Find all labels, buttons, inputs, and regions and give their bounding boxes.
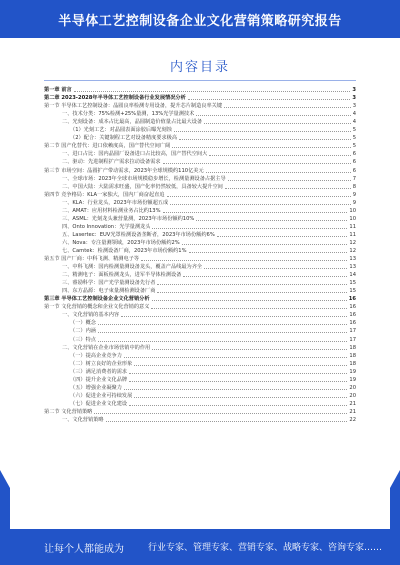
toc-entry-text: 六、Nova：专注量测领域，2023年市场份额约2%: [62, 239, 180, 246]
toc-entry-page: 16: [349, 320, 356, 327]
toc-entry-page: 6: [352, 159, 356, 166]
toc-entry-page: 4: [352, 111, 356, 118]
toc-leader-dots: [209, 155, 350, 156]
toc-entry-text: 一、文化营销策略: [62, 416, 104, 423]
toc-entry-page: 20: [349, 384, 356, 391]
toc-entry-page: 20: [349, 392, 356, 399]
toc-leader-dots: [152, 300, 347, 301]
toc-entry[interactable]: [44, 191, 356, 199]
toc-entry-page: 10: [349, 207, 356, 214]
toc-entry-text: （二）内涵: [70, 328, 96, 335]
toc-entry-page: 3: [352, 103, 356, 110]
toc-entry-text: 第一章 前言: [44, 87, 72, 94]
decorative-stripe-left: [0, 470, 10, 530]
toc-entry[interactable]: [44, 319, 356, 327]
toc-entry-text: 七、Camtek：检测设备厂商，2023年市场份额约1%: [62, 247, 187, 254]
toc-entry[interactable]: [44, 231, 356, 239]
toc-entry-page: 16: [349, 312, 356, 319]
toc-entry[interactable]: [44, 158, 356, 166]
toc-leader-dots: [179, 139, 351, 140]
toc-leader-dots: [188, 99, 351, 100]
toc-leader-dots: [98, 332, 347, 333]
toc-leader-dots: [98, 324, 347, 325]
toc-entry-text: 一、全球市场：2023年全球市场规模稳步增长，检测量测设备占据主导: [62, 175, 226, 182]
toc-entry-text: 三、睿励科学：国产光学量测设备先行者: [62, 280, 156, 287]
toc-entry[interactable]: [44, 271, 356, 279]
toc-heading-divider: [44, 80, 356, 81]
toc-entry-text: 二、AMAT：应用材料检测业务占比约13%: [62, 207, 161, 214]
toc-leader-dots: [224, 107, 351, 108]
toc-entry[interactable]: [44, 327, 356, 335]
toc-entry[interactable]: [44, 416, 356, 424]
toc-leader-dots: [129, 405, 347, 406]
toc-entry-text: 二、驱动：先进制程扩产需求拉动设备需求: [62, 159, 161, 166]
toc-entry[interactable]: [44, 102, 356, 110]
toc-entry-page: 17: [349, 328, 356, 335]
toc-leader-dots: [174, 131, 351, 132]
toc-entry[interactable]: [44, 352, 356, 360]
toc-entry-page: 5: [352, 127, 356, 134]
toc-leader-dots: [134, 365, 347, 366]
footer-services: 行业专家、管理专家、营销专家、战略专家、咨询专家……: [148, 543, 383, 553]
toc-entry-text: 一、KLA：行业龙头，2023年市场份额超五成: [62, 199, 169, 206]
toc-entry-page: 6: [352, 167, 356, 174]
toc-entry-text: 一、技术分类：75%检测+25%量测，13%光学量测技术: [62, 111, 195, 118]
toc-entry-text: （2）配合：关键制程工艺对设备精度要求极高: [70, 135, 178, 142]
toc-entry-page: 7: [352, 175, 356, 182]
toc-leader-dots: [163, 212, 348, 213]
toc-entry[interactable]: [44, 110, 356, 118]
toc-leader-dots: [206, 172, 351, 173]
toc-entry-page: 15: [349, 288, 356, 295]
header-band: [0, 0, 400, 38]
decorative-stripe-right: [390, 470, 400, 530]
toc-entry-text: 三、ASML：光刻龙头兼营量测，2023年市场份额约10%: [62, 215, 195, 222]
toc-leader-dots: [172, 147, 351, 148]
toc-leader-dots: [182, 244, 348, 245]
toc-entry-text: （五）增强企业凝聚力: [70, 384, 122, 391]
toc-entry[interactable]: [44, 360, 356, 368]
toc-entry[interactable]: [44, 94, 356, 102]
toc-entry-text: 第二节 文化营销策略: [44, 408, 93, 415]
toc-leader-dots: [157, 284, 347, 285]
toc-entry[interactable]: [44, 247, 356, 255]
toc-entry[interactable]: [44, 175, 356, 183]
toc-entry[interactable]: [44, 255, 356, 263]
toc-entry-text: 第三节 市场空间：晶圆扩产带动需求，2023年全球规模约110亿美元: [44, 167, 204, 174]
toc-leader-dots: [151, 308, 347, 309]
toc-leader-dots: [124, 357, 348, 358]
toc-entry-page: 4: [352, 119, 356, 126]
footer-band: [0, 529, 400, 565]
toc-entry-text: 四、东方晶源：电子束量测检测设备厂商: [62, 288, 156, 295]
toc-entry[interactable]: [44, 408, 356, 416]
toc-leader-dots: [134, 397, 347, 398]
toc-entry-text: （六）促进企业可持续发展: [70, 392, 133, 399]
toc-entry-text: （一）提高企业竞争力: [70, 352, 122, 359]
toc-entry-page: 19: [349, 376, 356, 383]
toc-entry-text: 一、进口占比：国内晶圆厂设备进口占比较高，国产替代空间大: [62, 151, 208, 158]
toc-entry-page: 8: [352, 183, 356, 190]
toc-entry[interactable]: [44, 263, 356, 271]
toc-entry[interactable]: [44, 384, 356, 392]
toc-entry-text: （三）满足消费者的需求: [70, 368, 128, 375]
toc-entry[interactable]: [44, 86, 356, 94]
toc-entry[interactable]: [44, 368, 356, 376]
toc-entry-page: 22: [349, 416, 356, 423]
toc-entry[interactable]: [44, 199, 356, 207]
toc-entry-page: 18: [349, 344, 356, 351]
toc-entry-page: 11: [349, 223, 356, 230]
toc-leader-dots: [152, 349, 347, 350]
toc-entry-page: 3: [352, 87, 356, 94]
toc-entry-page: 18: [349, 352, 356, 359]
toc-entry[interactable]: [44, 142, 356, 150]
toc-entry-page: 9: [352, 199, 356, 206]
toc-leader-dots: [152, 228, 347, 229]
toc-leader-dots: [94, 413, 347, 414]
toc-leader-dots: [170, 204, 351, 205]
toc-entry[interactable]: [44, 376, 356, 384]
toc-entry[interactable]: [44, 239, 356, 247]
toc-entry[interactable]: [44, 166, 356, 174]
toc-entry-page: 5: [352, 135, 356, 142]
toc-entry[interactable]: [44, 392, 356, 400]
toc-entry[interactable]: [44, 311, 356, 319]
table-of-contents: [44, 86, 356, 424]
toc-entry[interactable]: [44, 295, 356, 303]
toc-entry[interactable]: [44, 150, 356, 158]
toc-leader-dots: [129, 373, 347, 374]
toc-heading: 内容目录: [169, 60, 230, 75]
toc-entry-text: （1）光刻工艺：对晶圆表面涂胶后曝光刻蚀: [70, 127, 172, 134]
toc-leader-dots: [74, 91, 351, 92]
toc-entry-text: 二、光刻设备：成本占比最高，晶圆制造价值量占比最大设备: [62, 119, 203, 126]
toc-leader-dots: [157, 292, 347, 293]
toc-entry-text: 第四节 竞争格局：KLA一家独大，国内厂商奋起直追: [44, 191, 165, 198]
toc-entry-text: 第二节 国产化替代：进口依赖度高，国产替代空间广阔: [44, 143, 171, 150]
toc-leader-dots: [129, 381, 347, 382]
toc-leader-dots: [228, 180, 351, 181]
toc-entry-page: 13: [349, 264, 356, 271]
toc-entry-page: 3: [352, 95, 356, 102]
toc-leader-dots: [196, 220, 347, 221]
toc-entry[interactable]: [44, 134, 356, 142]
toc-leader-dots: [225, 188, 351, 189]
toc-entry[interactable]: [44, 126, 356, 134]
toc-leader-dots: [183, 276, 347, 277]
toc-leader-dots: [196, 115, 350, 116]
toc-entry[interactable]: [44, 303, 356, 311]
toc-leader-dots: [163, 163, 351, 164]
toc-entry-page: 12: [349, 239, 356, 246]
toc-entry[interactable]: [44, 335, 356, 343]
toc-entry-page: 17: [349, 336, 356, 343]
toc-entry-text: 第五节 国产厂商：中科飞测、精测电子等: [44, 256, 140, 263]
toc-entry[interactable]: [44, 215, 356, 223]
toc-entry[interactable]: [44, 279, 356, 287]
toc-entry[interactable]: [44, 183, 356, 191]
toc-leader-dots: [98, 341, 347, 342]
toc-entry-text: 第一节 半导体工艺控制设备：晶圆良率检测专用设备，提升芯片制造良率关键: [44, 103, 223, 110]
footer-slogan: 让每个人都能成为: [44, 544, 124, 555]
toc-entry-page: 15: [349, 280, 356, 287]
toc-entry[interactable]: [44, 287, 356, 295]
toc-entry-text: 第三章 半导体工艺控制设备企业文化营销分析: [44, 296, 150, 303]
toc-entry-page: 13: [349, 256, 356, 263]
report-title: 半导体工艺控制设备企业文化营销策略研究报告: [58, 14, 342, 29]
toc-entry-page: 18: [349, 360, 356, 367]
toc-entry-text: 第二章 2023-2028年半导体工艺控制设备行业发展情况分析: [44, 95, 186, 102]
toc-leader-dots: [204, 123, 351, 124]
toc-leader-dots: [121, 316, 347, 317]
toc-entry[interactable]: [44, 207, 356, 215]
toc-entry-page: 9: [352, 191, 356, 198]
toc-entry-page: 5: [352, 143, 356, 150]
toc-entry-text: （一）概念: [70, 320, 96, 327]
toc-leader-dots: [189, 252, 348, 253]
toc-entry-page: 12: [349, 247, 356, 254]
toc-entry-page: 16: [348, 296, 356, 303]
toc-entry-text: 四、Onto Innovation：光学量测龙头: [62, 223, 151, 230]
toc-entry[interactable]: [44, 223, 356, 231]
toc-entry-page: 10: [349, 215, 356, 222]
toc-entry-text: （二）树立良好的企业形象: [70, 360, 133, 367]
toc-entry-page: 21: [349, 400, 356, 407]
toc-entry-text: 五、Lasertec：EUV光罩检测设备垄断者，2023年市场份额约6%: [62, 231, 215, 238]
toc-entry-text: （三）特点: [70, 336, 96, 343]
toc-entry[interactable]: [44, 344, 356, 352]
toc-entry[interactable]: [44, 118, 356, 126]
toc-entry-text: 二、文化营销在企业市场营销中的作用: [62, 344, 151, 351]
toc-entry-page: 16: [349, 304, 356, 311]
toc-entry-text: 第一节 文化营销的概念和企业文化营销的意义: [44, 304, 150, 311]
toc-entry-text: （四）提升企业文化品牌: [70, 376, 128, 383]
toc-leader-dots: [217, 236, 348, 237]
toc-entry[interactable]: [44, 400, 356, 408]
toc-leader-dots: [167, 196, 351, 197]
toc-entry-text: （七）促进企业文化建设: [70, 400, 128, 407]
toc-entry-text: 二、精测电子：面板检测龙头，进军半导体检测设备: [62, 272, 182, 279]
toc-entry-page: 14: [349, 272, 356, 279]
toc-entry-text: 二、中国大陆：大陆需求旺盛，国产化率仍然较低，具备较大提升空间: [62, 183, 223, 190]
toc-entry-page: 21: [349, 408, 356, 415]
toc-leader-dots: [124, 389, 348, 390]
toc-entry-text: 一、中科飞测：国内检测量测设备龙头，覆盖产品线最为齐全: [62, 264, 203, 271]
toc-leader-dots: [141, 260, 347, 261]
toc-entry-text: 一、文化营销的基本内容: [62, 312, 120, 319]
toc-entry-page: 11: [349, 231, 356, 238]
toc-entry-page: 19: [349, 368, 356, 375]
toc-entry-page: 6: [352, 151, 356, 158]
toc-leader-dots: [106, 421, 348, 422]
toc-leader-dots: [204, 268, 347, 269]
